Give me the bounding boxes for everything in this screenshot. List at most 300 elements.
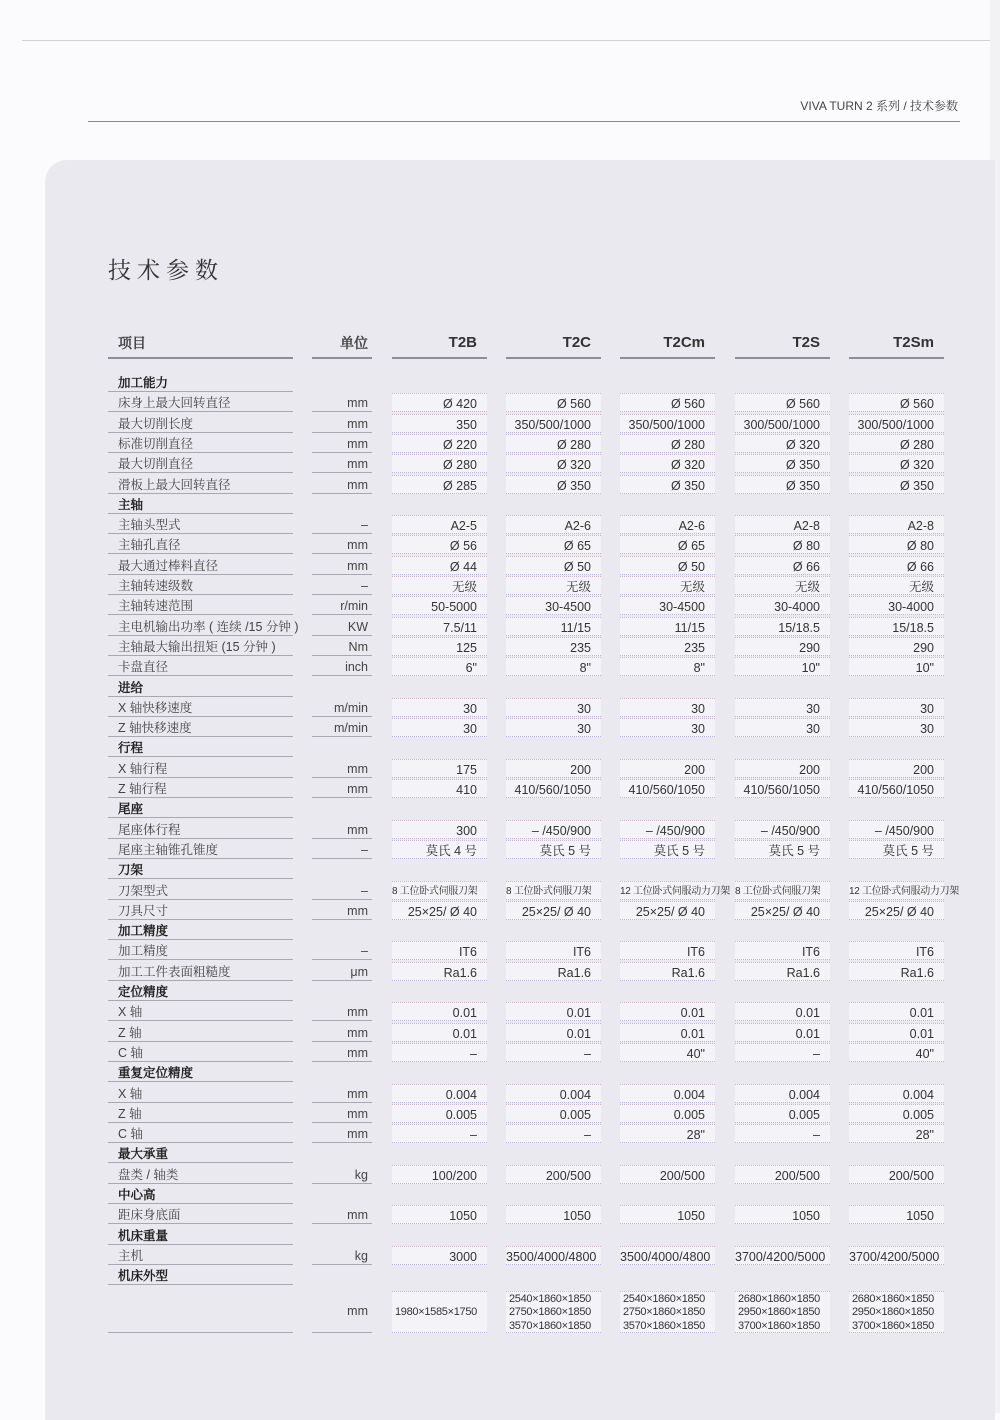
value-cell: 0.01 bbox=[735, 1023, 830, 1042]
value-cell: 0.004 bbox=[392, 1084, 487, 1103]
dimension-line: 3570×1860×1850 bbox=[622, 1319, 705, 1332]
table-row bbox=[0, 1246, 1000, 1266]
value-cell: 0.01 bbox=[620, 1023, 715, 1042]
value-cell: 25×25/ Ø 40 bbox=[849, 901, 944, 920]
value-cell: 30 bbox=[620, 718, 715, 737]
value-cell: 300 bbox=[392, 820, 487, 839]
column-header-model: T2Sm bbox=[849, 333, 944, 359]
value-cell: 175 bbox=[392, 759, 487, 778]
table-row bbox=[0, 1104, 1000, 1124]
table-row bbox=[0, 414, 1000, 434]
section-title: 机床重量 bbox=[108, 1226, 293, 1245]
dimension-line: 3570×1860×1850 bbox=[508, 1319, 591, 1332]
value-cell: 0.01 bbox=[849, 1023, 944, 1042]
value-cell: 无级 bbox=[392, 576, 487, 595]
row-unit: m/min bbox=[312, 698, 372, 717]
row-unit: kg bbox=[312, 1165, 372, 1184]
value-cell: Ra1.6 bbox=[392, 962, 487, 981]
value-cell: Ø 350 bbox=[849, 475, 944, 494]
value-cell: Ø 320 bbox=[849, 454, 944, 473]
value-cell: 200 bbox=[849, 759, 944, 778]
section-header-row bbox=[0, 738, 1000, 758]
value-cell: 6" bbox=[392, 657, 487, 676]
value-cell: – bbox=[735, 1124, 830, 1143]
row-label: 尾座主轴锥孔锥度 bbox=[108, 840, 293, 859]
row-unit: mm bbox=[312, 1043, 372, 1062]
value-cell: 7.5/11 bbox=[392, 617, 487, 636]
value-cell: 28" bbox=[849, 1124, 944, 1143]
row-unit: mm bbox=[312, 1002, 372, 1021]
dimension-line: 2750×1860×1850 bbox=[508, 1306, 591, 1318]
row-label: 最大通过棒料直径 bbox=[108, 556, 293, 575]
row-unit: – bbox=[312, 840, 372, 859]
value-cell: Ø 285 bbox=[392, 475, 487, 494]
value-cell: 235 bbox=[620, 637, 715, 656]
value-cell: Ø 66 bbox=[735, 556, 830, 575]
dimension-line: 1980×1585×1750 bbox=[394, 1305, 477, 1318]
value-cell: Ø 560 bbox=[620, 393, 715, 412]
value-cell: Ø 66 bbox=[849, 556, 944, 575]
running-header: VIVA TURN 2 系列 / 技术参数 bbox=[800, 99, 958, 113]
dimension-line: 2540×1860×1850 bbox=[622, 1292, 705, 1305]
section-title: 刀架 bbox=[108, 860, 293, 879]
value-cell: 莫氏 5 号 bbox=[849, 840, 944, 859]
row-label: 加工工件表面粗糙度 bbox=[108, 962, 293, 981]
section-header-row bbox=[0, 921, 1000, 941]
value-cell: 0.004 bbox=[849, 1084, 944, 1103]
value-cell: 0.01 bbox=[620, 1002, 715, 1021]
value-cell: A2-8 bbox=[735, 515, 830, 534]
value-cell: 8 工位卧式伺服刀架 bbox=[392, 881, 487, 900]
value-cell: Ø 350 bbox=[735, 454, 830, 473]
dimension-line: 2680×1860×1850 bbox=[737, 1292, 820, 1305]
section-title: 定位精度 bbox=[108, 982, 293, 1001]
value-cell: 200/500 bbox=[506, 1165, 601, 1184]
section-header-row bbox=[0, 1185, 1000, 1205]
value-cell: Ø 80 bbox=[735, 535, 830, 554]
value-cell: 30 bbox=[735, 698, 830, 717]
value-cell: Ø 280 bbox=[392, 454, 487, 473]
row-label: 加工精度 bbox=[108, 941, 293, 960]
column-header-item: 项目 bbox=[108, 333, 293, 359]
row-unit: mm bbox=[312, 1205, 372, 1224]
value-cell: 25×25/ Ø 40 bbox=[735, 901, 830, 920]
row-unit: inch bbox=[312, 657, 372, 676]
value-cell: 30-4500 bbox=[620, 596, 715, 615]
value-cell: 0.005 bbox=[392, 1104, 487, 1123]
table-row bbox=[0, 901, 1000, 921]
value-cell: 1050 bbox=[735, 1205, 830, 1224]
value-cell: 410/560/1050 bbox=[506, 779, 601, 798]
value-cell: 莫氏 5 号 bbox=[506, 840, 601, 859]
value-cell: 11/15 bbox=[620, 617, 715, 636]
section-header-row bbox=[0, 860, 1000, 880]
table-row bbox=[0, 515, 1000, 535]
table-row bbox=[0, 1043, 1000, 1063]
value-cell: 1050 bbox=[620, 1205, 715, 1224]
row-unit: mm bbox=[312, 475, 372, 494]
value-cell: 28" bbox=[620, 1124, 715, 1143]
value-cell: 30-4000 bbox=[735, 596, 830, 615]
column-header-model: T2S bbox=[735, 333, 830, 359]
section-header-row bbox=[0, 678, 1000, 698]
value-cell: A2-6 bbox=[620, 515, 715, 534]
row-label: 主轴头型式 bbox=[108, 515, 293, 534]
value-cell: 10" bbox=[735, 657, 830, 676]
value-cell: A2-5 bbox=[392, 515, 487, 534]
row-unit: mm bbox=[312, 556, 372, 575]
value-cell: 0.005 bbox=[849, 1104, 944, 1123]
value-cell: 350/500/1000 bbox=[506, 414, 601, 433]
value-cell: 30 bbox=[392, 698, 487, 717]
value-cell: 30 bbox=[849, 698, 944, 717]
row-label: 盘类 / 轴类 bbox=[108, 1165, 293, 1184]
section-title: 机床外型 bbox=[108, 1266, 293, 1285]
value-cell: 200 bbox=[735, 759, 830, 778]
value-cell: 0.004 bbox=[735, 1084, 830, 1103]
row-unit: – bbox=[312, 515, 372, 534]
value-cell bbox=[735, 1291, 830, 1333]
value-cell: 25×25/ Ø 40 bbox=[506, 901, 601, 920]
section-header-row bbox=[0, 1063, 1000, 1083]
value-cell: 30 bbox=[506, 718, 601, 737]
row-unit: Nm bbox=[312, 637, 372, 656]
row-unit: – bbox=[312, 881, 372, 900]
value-cell: – bbox=[506, 1043, 601, 1062]
value-cell: Ø 560 bbox=[735, 393, 830, 412]
value-cell: 3000 bbox=[392, 1246, 487, 1265]
value-cell: 0.004 bbox=[506, 1084, 601, 1103]
table-row bbox=[0, 820, 1000, 840]
value-cell: Ø 50 bbox=[620, 556, 715, 575]
table-row bbox=[0, 698, 1000, 718]
row-label: 最大切削直径 bbox=[108, 454, 293, 473]
value-cell: 410 bbox=[392, 779, 487, 798]
value-cell: Ø 320 bbox=[620, 454, 715, 473]
dimension-line: 2950×1860×1850 bbox=[851, 1306, 934, 1318]
value-cell: 200/500 bbox=[735, 1165, 830, 1184]
value-cell bbox=[620, 1291, 715, 1333]
value-cell: A2-8 bbox=[849, 515, 944, 534]
value-cell: 300/500/1000 bbox=[735, 414, 830, 433]
section-title: 主轴 bbox=[108, 495, 293, 514]
row-label: 主机 bbox=[108, 1246, 293, 1265]
row-unit: mm bbox=[312, 1291, 372, 1333]
table-row bbox=[0, 1165, 1000, 1185]
value-cell: Ø 220 bbox=[392, 434, 487, 453]
row-label: 床身上最大回转直径 bbox=[108, 393, 293, 412]
value-cell: 30-4000 bbox=[849, 596, 944, 615]
column-header-model: T2Cm bbox=[620, 333, 715, 359]
dimension-line: 2680×1860×1850 bbox=[851, 1292, 934, 1305]
value-cell: 30 bbox=[735, 718, 830, 737]
value-cell: IT6 bbox=[620, 941, 715, 960]
table-row bbox=[0, 657, 1000, 677]
value-cell: 290 bbox=[849, 637, 944, 656]
section-header-row bbox=[0, 982, 1000, 1002]
table-row bbox=[0, 596, 1000, 616]
value-cell: 8" bbox=[620, 657, 715, 676]
value-cell: 0.01 bbox=[392, 1023, 487, 1042]
page-edge-line bbox=[22, 40, 992, 41]
table-row bbox=[0, 475, 1000, 495]
row-unit: mm bbox=[312, 901, 372, 920]
table-row bbox=[0, 637, 1000, 657]
value-cell: 0.005 bbox=[735, 1104, 830, 1123]
value-cell: Ø 280 bbox=[849, 434, 944, 453]
table-row bbox=[0, 576, 1000, 596]
value-cell: 11/15 bbox=[506, 617, 601, 636]
value-cell: 25×25/ Ø 40 bbox=[392, 901, 487, 920]
dimension-line: 3700×1860×1850 bbox=[737, 1319, 820, 1332]
row-label: Z 轴 bbox=[108, 1104, 293, 1123]
value-cell: 200 bbox=[506, 759, 601, 778]
value-cell: 200/500 bbox=[620, 1165, 715, 1184]
table-header-row bbox=[0, 333, 1000, 353]
value-cell: 100/200 bbox=[392, 1165, 487, 1184]
table-row bbox=[0, 1084, 1000, 1104]
value-cell: Ø 280 bbox=[620, 434, 715, 453]
value-cell: 3700/4200/5000 bbox=[735, 1246, 830, 1265]
row-label: 最大切削长度 bbox=[108, 414, 293, 433]
value-cell: Ø 56 bbox=[392, 535, 487, 554]
value-cell: Ø 350 bbox=[506, 475, 601, 494]
value-cell: 0.01 bbox=[506, 1002, 601, 1021]
value-cell: – /450/900 bbox=[735, 820, 830, 839]
value-cell: 1050 bbox=[392, 1205, 487, 1224]
row-unit: mm bbox=[312, 1104, 372, 1123]
row-label: 主轴最大输出扭矩 (15 分钟 ) bbox=[108, 637, 293, 656]
row-unit: r/min bbox=[312, 596, 372, 615]
page-title: 技术参数 bbox=[108, 257, 224, 283]
value-cell: Ø 65 bbox=[620, 535, 715, 554]
table-row bbox=[0, 1023, 1000, 1043]
value-cell: 3700/4200/5000 bbox=[849, 1246, 944, 1265]
value-cell: 350/500/1000 bbox=[620, 414, 715, 433]
row-unit: – bbox=[312, 941, 372, 960]
value-cell: 0.01 bbox=[506, 1023, 601, 1042]
section-title: 加工精度 bbox=[108, 921, 293, 940]
value-cell: Ø 320 bbox=[506, 454, 601, 473]
row-unit: mm bbox=[312, 1023, 372, 1042]
value-cell: 200/500 bbox=[849, 1165, 944, 1184]
table-row bbox=[0, 1002, 1000, 1022]
value-cell: Ra1.6 bbox=[849, 962, 944, 981]
value-cell: – /450/900 bbox=[620, 820, 715, 839]
value-cell: 125 bbox=[392, 637, 487, 656]
value-cell: – bbox=[735, 1043, 830, 1062]
dimension-line: 2950×1860×1850 bbox=[737, 1306, 820, 1318]
table-row bbox=[0, 718, 1000, 738]
row-unit: – bbox=[312, 576, 372, 595]
table-row bbox=[0, 941, 1000, 961]
row-unit: KW bbox=[312, 617, 372, 636]
value-cell: 0.01 bbox=[735, 1002, 830, 1021]
value-cell: 1050 bbox=[506, 1205, 601, 1224]
value-cell: 410/560/1050 bbox=[735, 779, 830, 798]
section-title: 加工能力 bbox=[108, 373, 293, 392]
row-unit: mm bbox=[312, 1124, 372, 1143]
row-label bbox=[108, 1291, 293, 1333]
row-label: X 轴快移速度 bbox=[108, 698, 293, 717]
row-label: 标准切削直径 bbox=[108, 434, 293, 453]
row-unit: mm bbox=[312, 1084, 372, 1103]
row-unit: mm bbox=[312, 779, 372, 798]
table-row bbox=[0, 556, 1000, 576]
row-label: 主轴转速级数 bbox=[108, 576, 293, 595]
table-row bbox=[0, 617, 1000, 637]
value-cell: – bbox=[392, 1124, 487, 1143]
value-cell: 莫氏 5 号 bbox=[620, 840, 715, 859]
value-cell: Ø 420 bbox=[392, 393, 487, 412]
value-cell: IT6 bbox=[849, 941, 944, 960]
value-cell: 8 工位卧式伺服刀架 bbox=[735, 881, 830, 900]
table-row bbox=[0, 759, 1000, 779]
value-cell: 410/560/1050 bbox=[620, 779, 715, 798]
row-unit: mm bbox=[312, 414, 372, 433]
row-label: 主轴孔直径 bbox=[108, 535, 293, 554]
table-row bbox=[0, 393, 1000, 413]
value-cell: 15/18.5 bbox=[735, 617, 830, 636]
table-row bbox=[0, 434, 1000, 454]
value-cell: Ø 50 bbox=[506, 556, 601, 575]
value-cell: 无级 bbox=[620, 576, 715, 595]
value-cell: 0.005 bbox=[620, 1104, 715, 1123]
value-cell: 30 bbox=[506, 698, 601, 717]
value-cell: 无级 bbox=[506, 576, 601, 595]
value-cell: 40" bbox=[849, 1043, 944, 1062]
value-cell: – /450/900 bbox=[849, 820, 944, 839]
column-header-unit: 单位 bbox=[312, 333, 372, 359]
section-title: 中心高 bbox=[108, 1185, 293, 1204]
row-label: 刀具尺寸 bbox=[108, 901, 293, 920]
row-unit: mm bbox=[312, 454, 372, 473]
value-cell bbox=[506, 1291, 601, 1333]
table-row bbox=[0, 881, 1000, 901]
row-label: Z 轴行程 bbox=[108, 779, 293, 798]
value-cell: 0.005 bbox=[506, 1104, 601, 1123]
row-unit: m/min bbox=[312, 718, 372, 737]
value-cell bbox=[392, 1291, 487, 1333]
value-cell: Ø 350 bbox=[735, 475, 830, 494]
row-label: C 轴 bbox=[108, 1043, 293, 1062]
value-cell: 10" bbox=[849, 657, 944, 676]
row-label: X 轴 bbox=[108, 1084, 293, 1103]
row-label: 卡盘直径 bbox=[108, 657, 293, 676]
value-cell: Ø 560 bbox=[506, 393, 601, 412]
table-row bbox=[0, 779, 1000, 799]
section-header-row bbox=[0, 1266, 1000, 1286]
row-unit: mm bbox=[312, 759, 372, 778]
value-cell: 200 bbox=[620, 759, 715, 778]
value-cell: 410/560/1050 bbox=[849, 779, 944, 798]
section-title: 尾座 bbox=[108, 799, 293, 818]
value-cell: 30 bbox=[392, 718, 487, 737]
value-cell: 30 bbox=[620, 698, 715, 717]
value-cell: 350 bbox=[392, 414, 487, 433]
table-row bbox=[0, 535, 1000, 555]
value-cell: IT6 bbox=[392, 941, 487, 960]
section-title: 重复定位精度 bbox=[108, 1063, 293, 1082]
value-cell: 290 bbox=[735, 637, 830, 656]
value-cell: 15/18.5 bbox=[849, 617, 944, 636]
column-header-model: T2C bbox=[506, 333, 601, 359]
value-cell: 无级 bbox=[735, 576, 830, 595]
table-row bbox=[0, 1205, 1000, 1225]
value-cell: Ø 280 bbox=[506, 434, 601, 453]
section-title: 最大承重 bbox=[108, 1144, 293, 1163]
value-cell: 无级 bbox=[849, 576, 944, 595]
value-cell: 8" bbox=[506, 657, 601, 676]
row-label: 滑板上最大回转直径 bbox=[108, 475, 293, 494]
value-cell: Ø 44 bbox=[392, 556, 487, 575]
row-unit: μm bbox=[312, 962, 372, 981]
value-cell: Ra1.6 bbox=[735, 962, 830, 981]
section-header-row bbox=[0, 373, 1000, 393]
value-cell: 300/500/1000 bbox=[849, 414, 944, 433]
row-label: Z 轴 bbox=[108, 1023, 293, 1042]
table-row bbox=[0, 1291, 1000, 1332]
table-row bbox=[0, 840, 1000, 860]
section-title: 行程 bbox=[108, 738, 293, 757]
value-cell: A2-6 bbox=[506, 515, 601, 534]
row-label: X 轴 bbox=[108, 1002, 293, 1021]
value-cell: Ø 80 bbox=[849, 535, 944, 554]
value-cell: Ra1.6 bbox=[506, 962, 601, 981]
row-label: 主轴转速范围 bbox=[108, 596, 293, 615]
row-label: C 轴 bbox=[108, 1124, 293, 1143]
value-cell: Ø 65 bbox=[506, 535, 601, 554]
value-cell: 40" bbox=[620, 1043, 715, 1062]
value-cell: 30-4500 bbox=[506, 596, 601, 615]
value-cell: Ø 320 bbox=[735, 434, 830, 453]
value-cell: – bbox=[392, 1043, 487, 1062]
value-cell: 0.01 bbox=[849, 1002, 944, 1021]
value-cell: 莫氏 4 号 bbox=[392, 840, 487, 859]
value-cell: 50-5000 bbox=[392, 596, 487, 615]
value-cell: – /450/900 bbox=[506, 820, 601, 839]
header-rule bbox=[88, 121, 960, 122]
value-cell: 8 工位卧式伺服刀架 bbox=[506, 881, 601, 900]
row-label: X 轴行程 bbox=[108, 759, 293, 778]
section-header-row bbox=[0, 495, 1000, 515]
dimension-line: 2750×1860×1850 bbox=[622, 1306, 705, 1318]
value-cell: IT6 bbox=[506, 941, 601, 960]
value-cell: 235 bbox=[506, 637, 601, 656]
section-header-row bbox=[0, 799, 1000, 819]
table-row bbox=[0, 962, 1000, 982]
row-label: Z 轴快移速度 bbox=[108, 718, 293, 737]
row-unit: mm bbox=[312, 393, 372, 412]
value-cell: 1050 bbox=[849, 1205, 944, 1224]
table-row bbox=[0, 454, 1000, 474]
value-cell: 0.01 bbox=[392, 1002, 487, 1021]
value-cell: 0.004 bbox=[620, 1084, 715, 1103]
row-label: 距床身底面 bbox=[108, 1205, 293, 1224]
value-cell: IT6 bbox=[735, 941, 830, 960]
column-header-model: T2B bbox=[392, 333, 487, 359]
section-header-row bbox=[0, 1226, 1000, 1246]
row-label: 尾座体行程 bbox=[108, 820, 293, 839]
section-title: 进给 bbox=[108, 678, 293, 697]
section-header-row bbox=[0, 1144, 1000, 1164]
row-unit: mm bbox=[312, 434, 372, 453]
value-cell: Ra1.6 bbox=[620, 962, 715, 981]
value-cell: 12 工位卧式伺服动力刀架 bbox=[849, 881, 944, 900]
value-cell: Ø 560 bbox=[849, 393, 944, 412]
value-cell: 3500/4000/4800 bbox=[506, 1246, 601, 1265]
value-cell: 莫氏 5 号 bbox=[735, 840, 830, 859]
